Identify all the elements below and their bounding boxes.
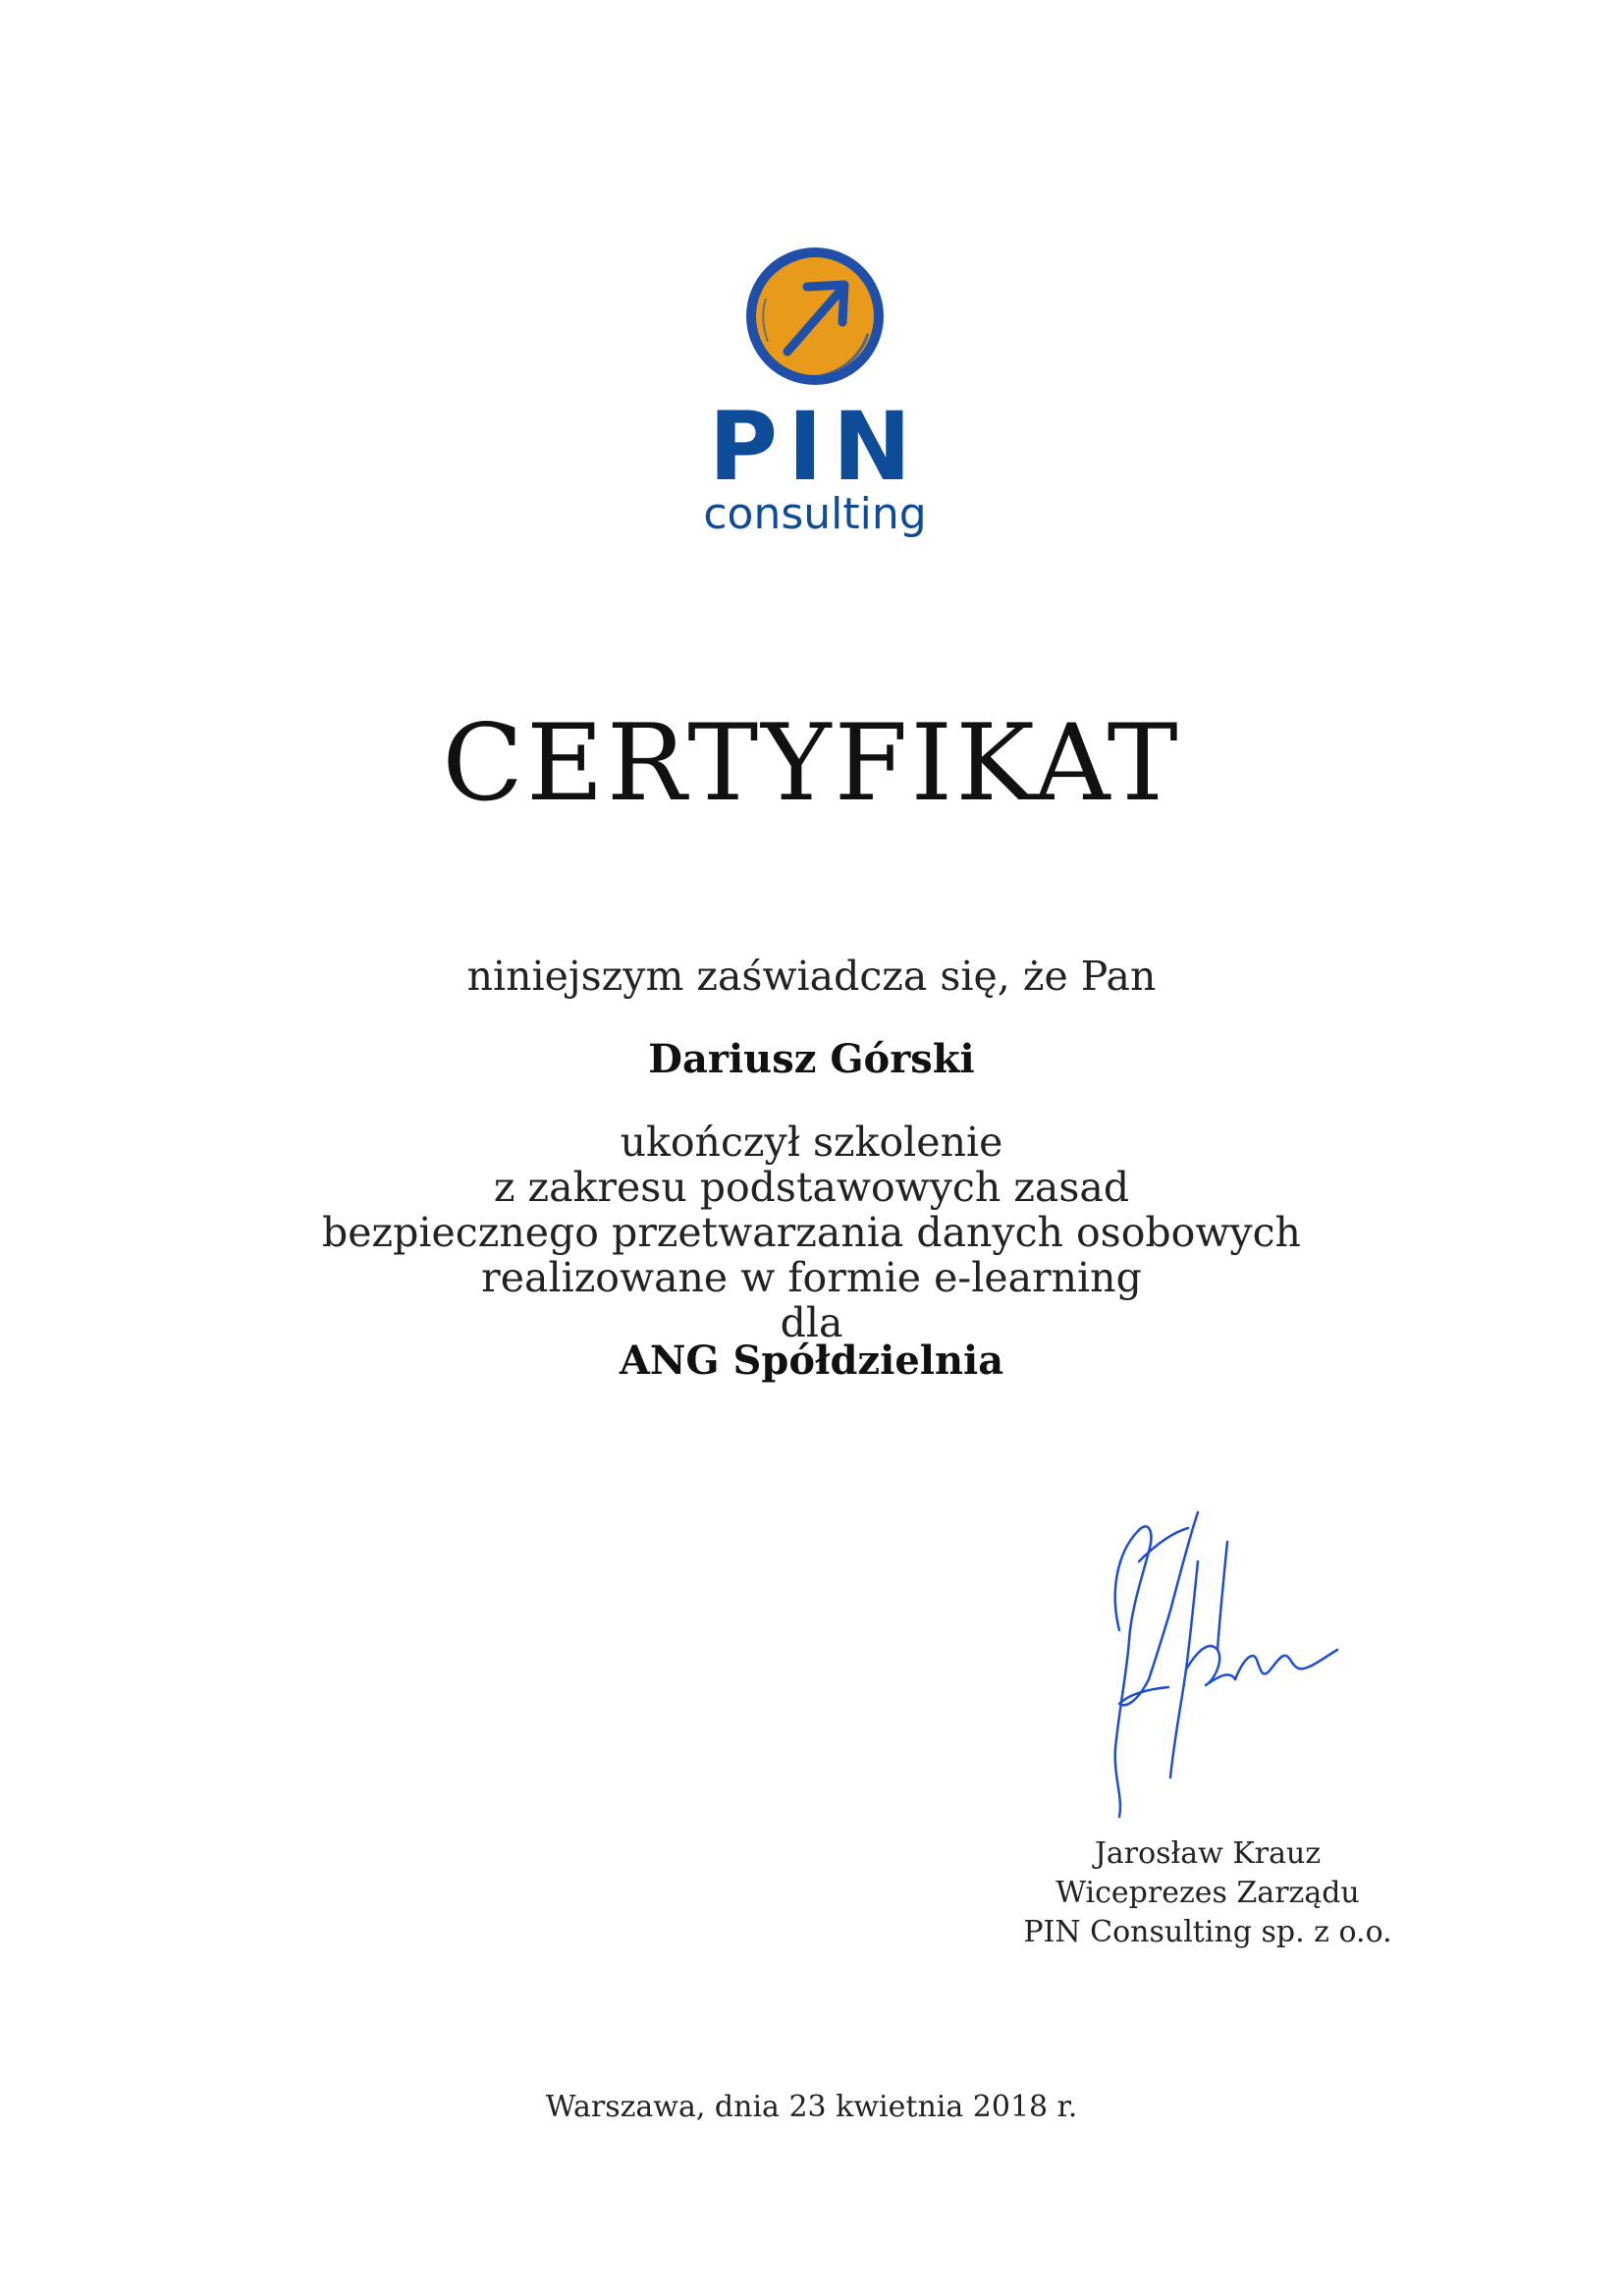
company-logo <box>658 236 972 540</box>
pin-consulting-logo <box>658 236 972 540</box>
certificate-body <box>0 1120 1623 1345</box>
body-line: z zakresu podstawowych zasad <box>493 1164 1130 1211</box>
signer-title: Wiceprezes Zarządu <box>1055 1876 1360 1910</box>
body-line: dla <box>780 1299 843 1346</box>
place-and-date: Warszawa, dnia 23 kwietnia 2018 r. <box>545 2090 1078 2124</box>
logo-emblem <box>746 247 884 385</box>
logo-subname: consulting <box>703 489 927 539</box>
body-line: ukończył szkolenie <box>620 1119 1003 1166</box>
certificate-title: CERTYFIKAT <box>442 702 1181 825</box>
signer-company: PIN Consulting sp. z o.o. <box>1023 1915 1392 1949</box>
signature-drawing <box>1080 1503 1355 1827</box>
recipient-name: Dariusz Górski <box>648 1036 975 1082</box>
body-line: realizowane w formie e-learning <box>481 1254 1142 1301</box>
body-line: bezpiecznego przetwarzania danych osobowych <box>322 1209 1301 1256</box>
logo-name: PIN <box>708 392 922 502</box>
organization-name: ANG Spółdzielnia <box>619 1338 1004 1384</box>
handwritten-signature <box>1080 1503 1355 1827</box>
signer-name: Jarosław Krauz <box>1094 1836 1322 1871</box>
signer-block <box>982 1834 1434 1952</box>
certificate-intro: niniejszym zaświadcza się, że Pan <box>466 953 1157 1000</box>
